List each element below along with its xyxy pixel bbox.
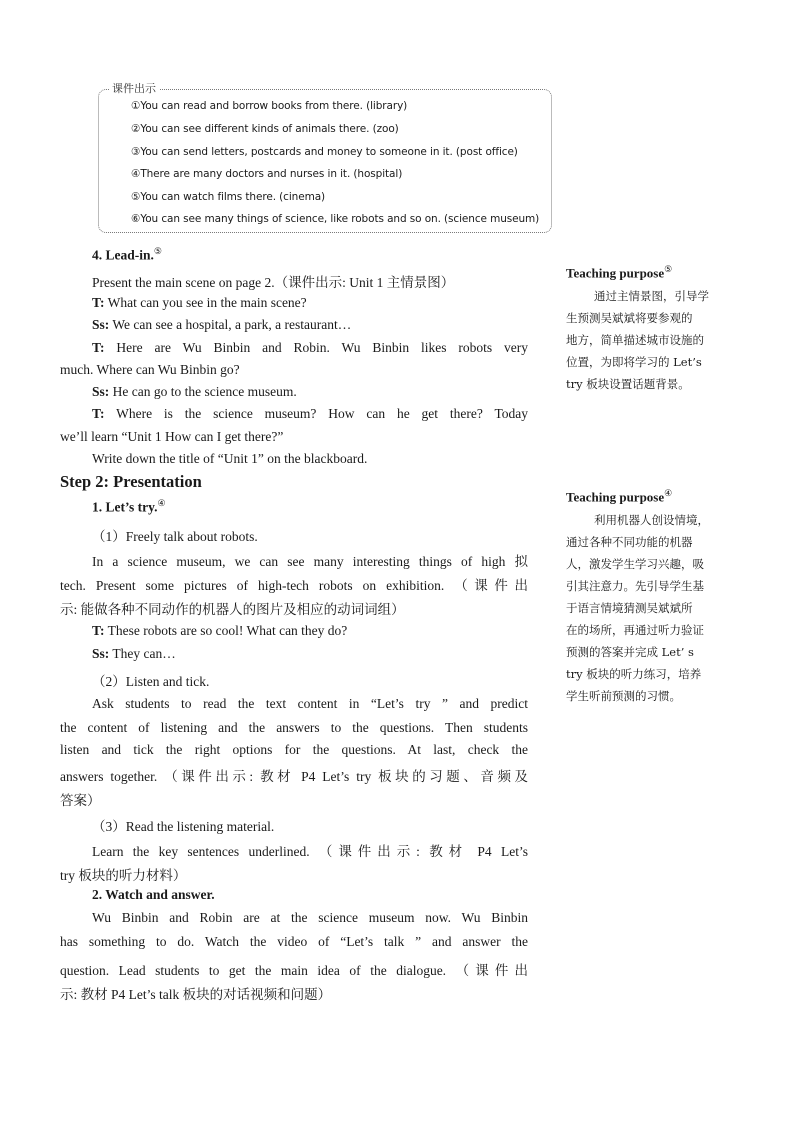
teaching-purpose-line: 人，激发学生学习兴趣，吸 — [566, 557, 704, 571]
step2-heading: Step 2: Presentation — [60, 472, 202, 491]
dialogue-line: T: Here are Wu Binbin and Robin. Wu Binbin likes robots very — [92, 340, 528, 355]
paragraph-line: Learn the key sentences underlined. （课件出示: 教材 P4 Let’s — [92, 844, 528, 859]
slide-item: ③You can send letters, postcards and money to someone in it. (post office) — [131, 146, 518, 158]
paragraph-line: the content of listening and the answers to the questions. Then students — [60, 720, 528, 735]
sub-step: （3）Read the listening material. — [92, 819, 275, 834]
teaching-purpose-line: 利用机器人创设情境， — [594, 513, 709, 527]
paragraph-line: 示: 能做各种不同动作的机器人的图片及相应的动词词组） — [60, 602, 405, 617]
slide-item: ①You can read and borrow books from there. (library) — [131, 100, 408, 112]
dialogue-line: T: What can you see in the main scene? — [92, 295, 307, 310]
sub-step: （2）Listen and tick. — [92, 674, 210, 689]
teaching-purpose-line: 通过主情景图，引导学 — [594, 289, 709, 303]
paragraph-line: has something to do. Watch the video of “Let’s talk ” and answer the — [60, 934, 528, 949]
teaching-purpose-line: 学生听前预测的习惯。 — [566, 689, 681, 703]
paragraph-line: 示: 教材 P4 Let’s talk 板块的对话视频和问题） — [60, 987, 332, 1002]
paragraph-line: answers together. （课件出示: 教材 P4 Let’s try 板块的习题、音频及 — [60, 769, 528, 784]
footnote-marker: ⑤ — [664, 264, 673, 274]
sub-step: （1）Freely talk about robots. — [92, 529, 258, 544]
teaching-purpose-title: Teaching purpose⑤ — [566, 264, 673, 281]
teaching-purpose-line: try 板块的听力练习，培养 — [566, 667, 702, 681]
slide-item: ④There are many doctors and nurses in it. (hospital) — [131, 168, 403, 180]
teaching-purpose-line: 生预测吴斌斌将要参观的 — [566, 311, 693, 325]
dialogue-line: Ss: He can go to the science museum. — [92, 384, 297, 399]
teaching-purpose-line: 引其注意力。先引导学生基 — [566, 579, 704, 593]
paragraph-line: tech. Present some pictures of high-tech robots on exhibition. （课件出 — [60, 578, 528, 593]
footnote-marker: ④ — [157, 498, 166, 508]
paragraph-line: Ask students to read the text content in “Let’s try ” and predict — [92, 696, 528, 711]
lead-in-write: Write down the title of “Unit 1” on the blackboard. — [92, 451, 368, 466]
paragraph-line: question. Lead students to get the main idea of the dialogue. （课件出 — [60, 963, 528, 978]
lead-in-present: Present the main scene on page 2.（课件出示: Unit 1 主情景图） — [92, 275, 455, 290]
dialogue-line: Ss: They can… — [92, 646, 176, 661]
dialogue-line-cont: we’ll learn “Unit 1 How can I get there?” — [60, 429, 284, 444]
slide-item: ⑤You can watch films there. (cinema) — [131, 191, 326, 203]
teaching-purpose-line: 通过各种不同功能的机器 — [566, 535, 693, 549]
dialogue-line-cont: much. Where can Wu Binbin go? — [60, 362, 240, 377]
dialogue-line: Ss: We can see a hospital, a park, a restaurant… — [92, 317, 352, 332]
paragraph-line: listen and tick the right options for the questions. At last, check the — [60, 742, 528, 757]
paragraph-line: try 板块的听力材料） — [60, 868, 187, 883]
footnote-marker: ⑤ — [153, 246, 162, 256]
teaching-purpose-line: 在的场所，再通过听力验证 — [566, 623, 704, 637]
teaching-purpose-line: 地方，简单描述城市设施的 — [566, 333, 704, 347]
footnote-marker: ④ — [664, 488, 673, 498]
slide-item: ⑥You can see many things of science, like robots and so on. (science museum) — [131, 213, 540, 225]
slide-item: ②You can see different kinds of animals there. (zoo) — [131, 123, 399, 135]
teaching-purpose-line: 于语言情境猜测吴斌斌所 — [566, 601, 693, 615]
teaching-purpose-line: 位置，为即将学习的 Let’s — [566, 355, 702, 369]
lead-in-heading: 4. Lead-in.⑤ — [92, 246, 162, 263]
dialogue-line: T: These robots are so cool! What can they do? — [92, 623, 348, 638]
lets-try-heading: 1. Let’s try.④ — [92, 498, 166, 515]
dialogue-line: T: Where is the science museum? How can he get there? Today — [92, 406, 528, 421]
paragraph-line: 答案） — [60, 793, 101, 808]
teaching-purpose-line: try 板块设置话题背景。 — [566, 377, 690, 391]
paragraph-line: In a science museum, we can see many interesting things of high 拟 — [92, 554, 528, 569]
teaching-purpose-title: Teaching purpose④ — [566, 488, 673, 505]
teaching-purpose-line: 预测的答案并完成 Let’ s — [566, 645, 694, 659]
paragraph-line: Wu Binbin and Robin are at the science museum now. Wu Binbin — [92, 910, 528, 925]
slide-box-label: 课件出示 — [109, 80, 159, 96]
watch-heading: 2. Watch and answer. — [92, 887, 215, 902]
